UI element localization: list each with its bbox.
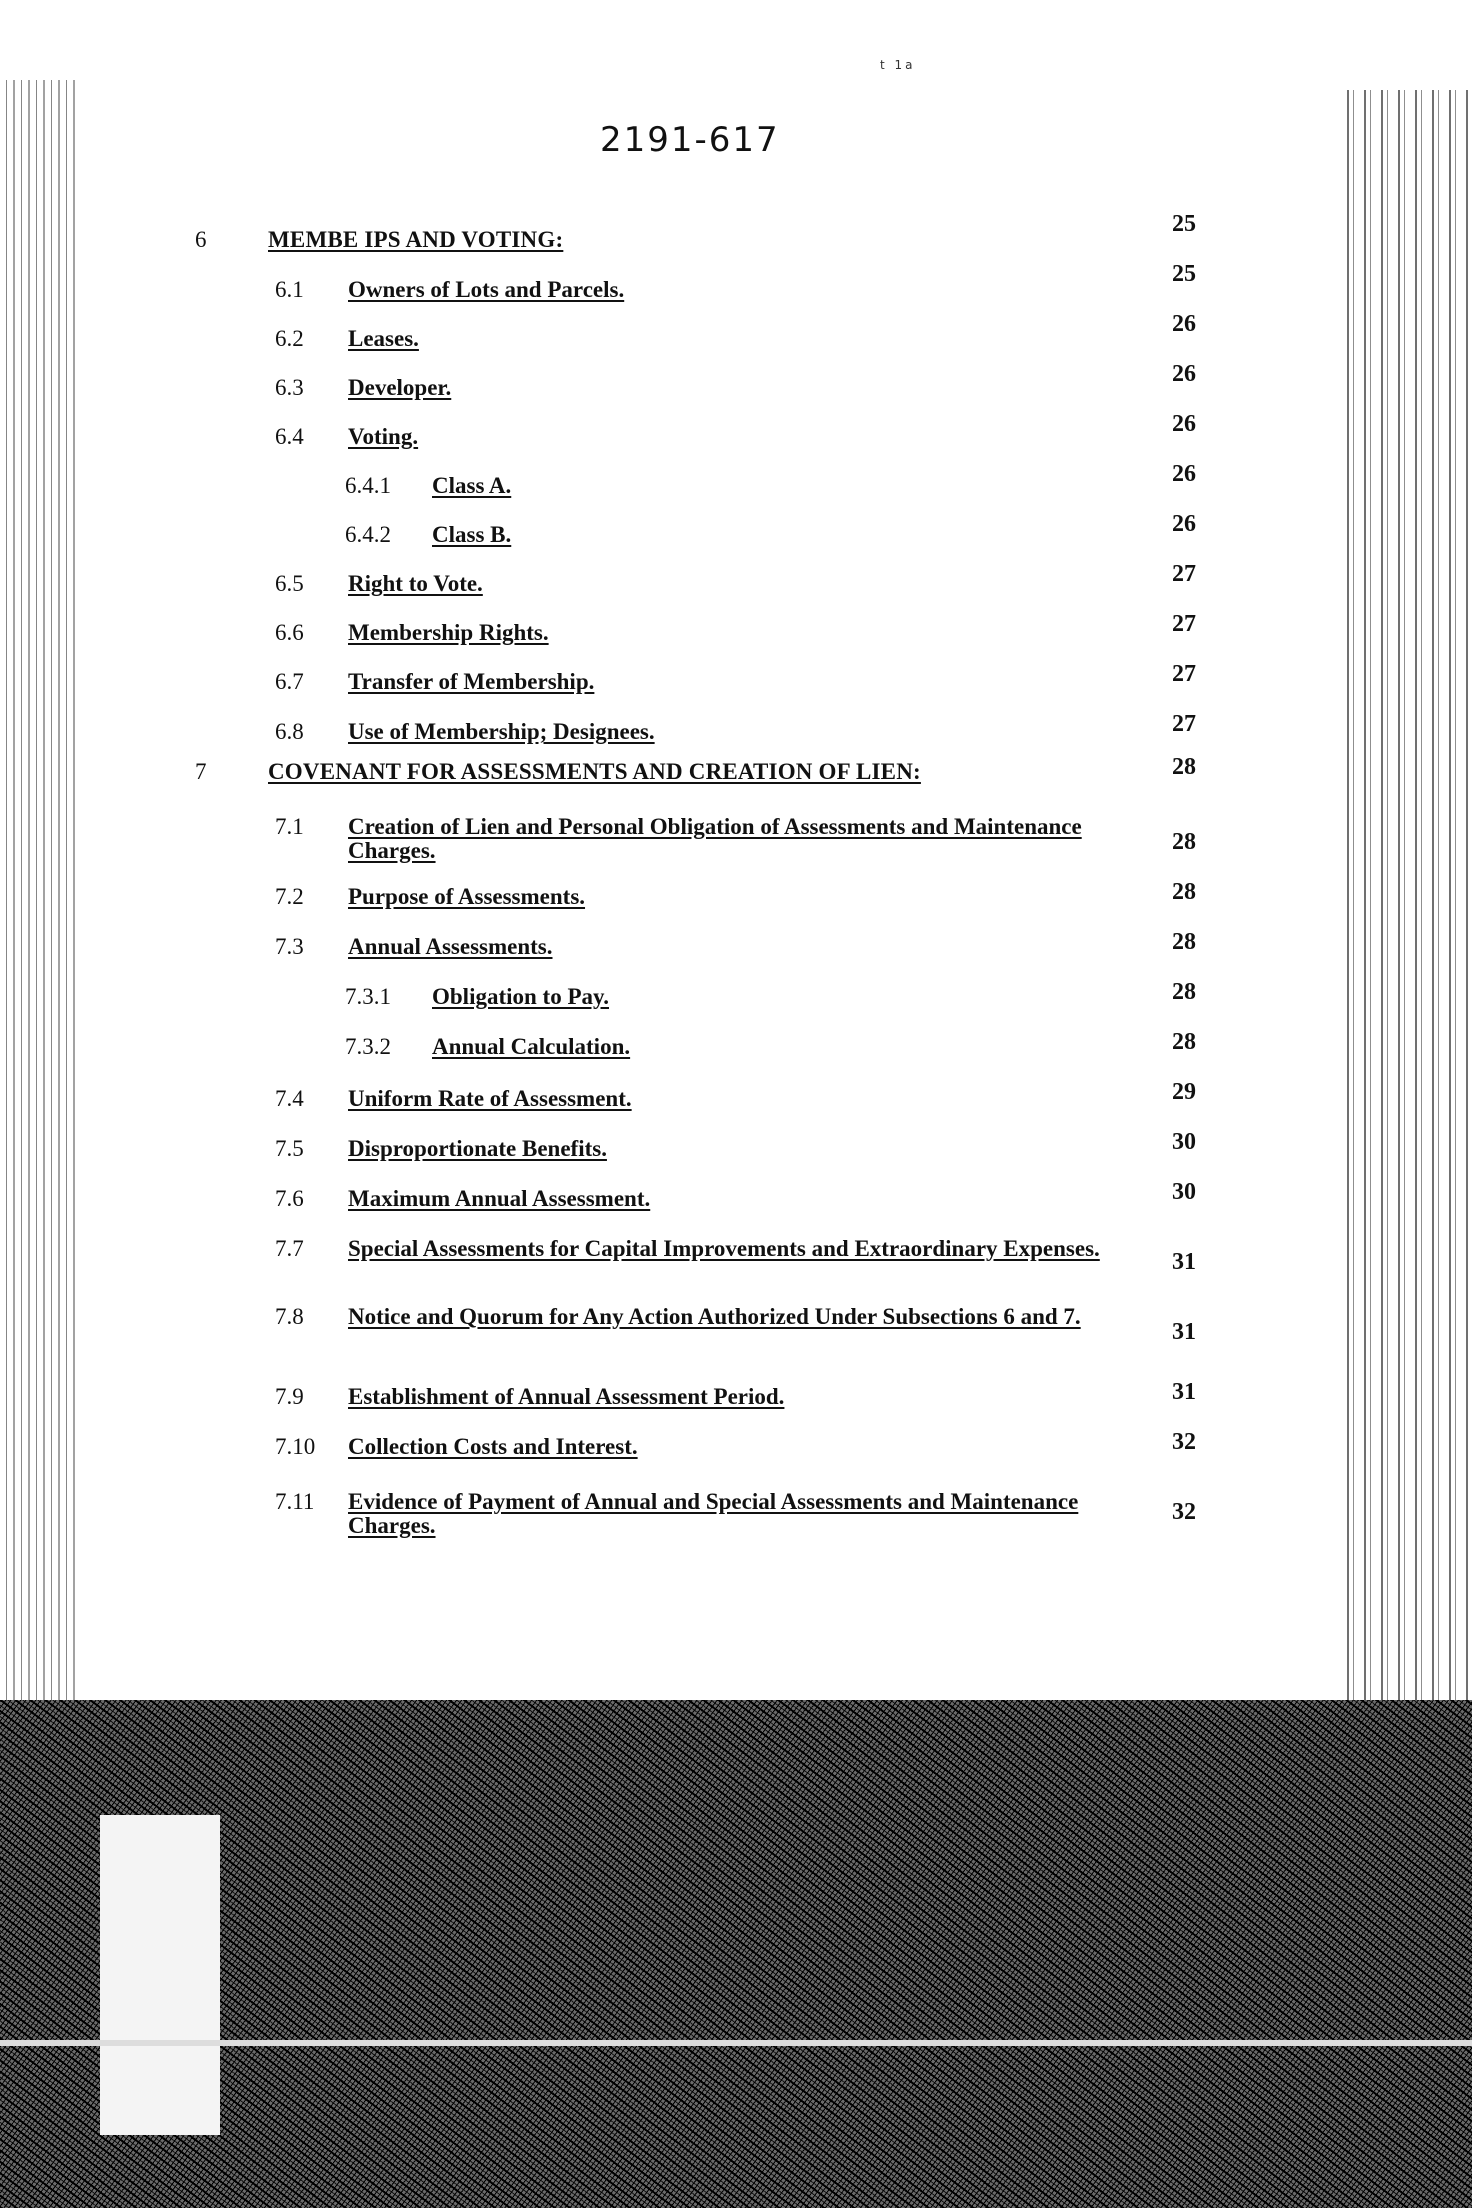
- toc-number: 6.4: [275, 424, 304, 449]
- toc-number: 7.9: [275, 1384, 304, 1409]
- toc-page-number: 26: [1172, 361, 1196, 387]
- toc-page-number: 25: [1172, 211, 1196, 237]
- toc-page-number: 28: [1172, 979, 1196, 1005]
- toc-entry-title[interactable]: Annual Assessments.: [348, 934, 553, 959]
- toc-entry-title[interactable]: Annual Calculation.: [432, 1034, 631, 1059]
- toc-page-number: 30: [1172, 1179, 1196, 1205]
- toc-number: 6: [195, 227, 207, 252]
- toc-page-number: 27: [1172, 611, 1196, 637]
- toc-number: 6.2: [275, 326, 304, 351]
- toc-section-title[interactable]: COVENANT FOR ASSESSMENTS AND CREATION OF LIEN:: [268, 759, 921, 784]
- toc-entry-title[interactable]: Collection Costs and Interest.: [348, 1434, 638, 1459]
- toc-page-number: 27: [1172, 661, 1196, 687]
- toc-number: 6.4.2: [345, 522, 391, 547]
- toc-entry-title[interactable]: Special Assessments for Capital Improvements and Extraordinary Expenses.: [348, 1236, 1100, 1261]
- toc-number: 6.8: [275, 719, 304, 744]
- toc-entry-title[interactable]: Establishment of Annual Assessment Period.: [348, 1384, 785, 1409]
- toc-entry-title[interactable]: Disproportionate Benefits.: [348, 1136, 607, 1161]
- toc-entry-title[interactable]: Developer.: [348, 375, 452, 400]
- toc-entry-title[interactable]: Owners of Lots and Parcels.: [348, 277, 625, 302]
- toc-number: 6.1: [275, 277, 304, 302]
- toc-entry-title[interactable]: Membership Rights.: [348, 620, 549, 645]
- toc-entry-title[interactable]: Leases.: [348, 326, 419, 351]
- toc-page-number: 28: [1172, 1029, 1196, 1055]
- toc-number: 7.6: [275, 1186, 304, 1211]
- toc-entry-title[interactable]: Transfer of Membership.: [348, 669, 595, 694]
- toc-number: 6.3: [275, 375, 304, 400]
- toc-number: 7.5: [275, 1136, 304, 1161]
- toc-entry-title[interactable]: Voting.: [348, 424, 419, 449]
- toc-entry-title[interactable]: Creation of Lien and Personal Obligation of Assessments and Maintenance Charges.: [348, 814, 1082, 863]
- scan-edge-left: [0, 80, 80, 1700]
- toc-number: 7.3.2: [345, 1034, 391, 1059]
- toc-number: 6.4.1: [345, 473, 391, 498]
- toc-entry-title[interactable]: Uniform Rate of Assessment.: [348, 1086, 632, 1111]
- toc-section-title[interactable]: MEMBE IPS AND VOTING:: [268, 227, 564, 252]
- toc-entry-title[interactable]: Class A.: [432, 473, 512, 498]
- toc-page-number: 26: [1172, 511, 1196, 537]
- toc-page-number: 28: [1172, 929, 1196, 955]
- toc-entry-title[interactable]: Purpose of Assessments.: [348, 884, 586, 909]
- toc-entry-title[interactable]: Obligation to Pay.: [432, 984, 609, 1009]
- toc-number: 7.8: [275, 1304, 304, 1329]
- toc-number: 6.5: [275, 571, 304, 596]
- toc-page-number: 27: [1172, 711, 1196, 737]
- toc-entry-title[interactable]: Notice and Quorum for Any Action Authorized Under Subsections 6 and 7.: [348, 1304, 1081, 1329]
- toc-entry-title[interactable]: Right to Vote.: [348, 571, 483, 596]
- toc-entry-title[interactable]: Class B.: [432, 522, 512, 547]
- toc-page-number: 30: [1172, 1129, 1196, 1155]
- toc-page-number: 26: [1172, 311, 1196, 337]
- toc-number: 6.6: [275, 620, 304, 645]
- toc-entry-title[interactable]: Use of Membership; Designees.: [348, 719, 655, 744]
- toc-number: 7.10: [275, 1434, 316, 1459]
- top-marks: t 1a: [880, 58, 916, 72]
- scan-noise-band: [0, 2040, 1472, 2046]
- toc-page-number: 25: [1172, 261, 1196, 287]
- toc-page-number: 31: [1172, 1379, 1196, 1405]
- scan-noise-block: [100, 1815, 220, 2135]
- toc-number: 7.11: [275, 1489, 315, 1514]
- toc-number: 7.4: [275, 1086, 304, 1111]
- toc-number: 7.1: [275, 814, 304, 839]
- toc-page-number: 26: [1172, 411, 1196, 437]
- toc-page-number: 29: [1172, 1079, 1196, 1105]
- toc-entry-title[interactable]: Evidence of Payment of Annual and Special Assessments and Maintenance Charges.: [348, 1489, 1079, 1538]
- toc-number: 6.7: [275, 669, 304, 694]
- toc-number: 7: [195, 759, 207, 784]
- toc-page-number: 32: [1172, 1499, 1196, 1525]
- toc-entry-title[interactable]: Maximum Annual Assessment.: [348, 1186, 651, 1211]
- toc-number: 7.7: [275, 1236, 304, 1261]
- toc-page-number: 28: [1172, 879, 1196, 905]
- toc-page-number: 26: [1172, 461, 1196, 487]
- toc-page-number: 31: [1172, 1319, 1196, 1345]
- toc-number: 7.3.1: [345, 984, 391, 1009]
- toc-page-number: 32: [1172, 1429, 1196, 1455]
- toc-number: 7.2: [275, 884, 304, 909]
- scan-noise-area: [0, 1700, 1472, 2208]
- toc-page-number: 28: [1172, 754, 1196, 780]
- toc-page-number: 31: [1172, 1249, 1196, 1275]
- scan-edge-right: [1342, 90, 1472, 1700]
- toc-number: 7.3: [275, 934, 304, 959]
- toc-page-number: 27: [1172, 561, 1196, 587]
- toc-page-number: 28: [1172, 829, 1196, 855]
- page-number: 2191-617: [600, 120, 780, 160]
